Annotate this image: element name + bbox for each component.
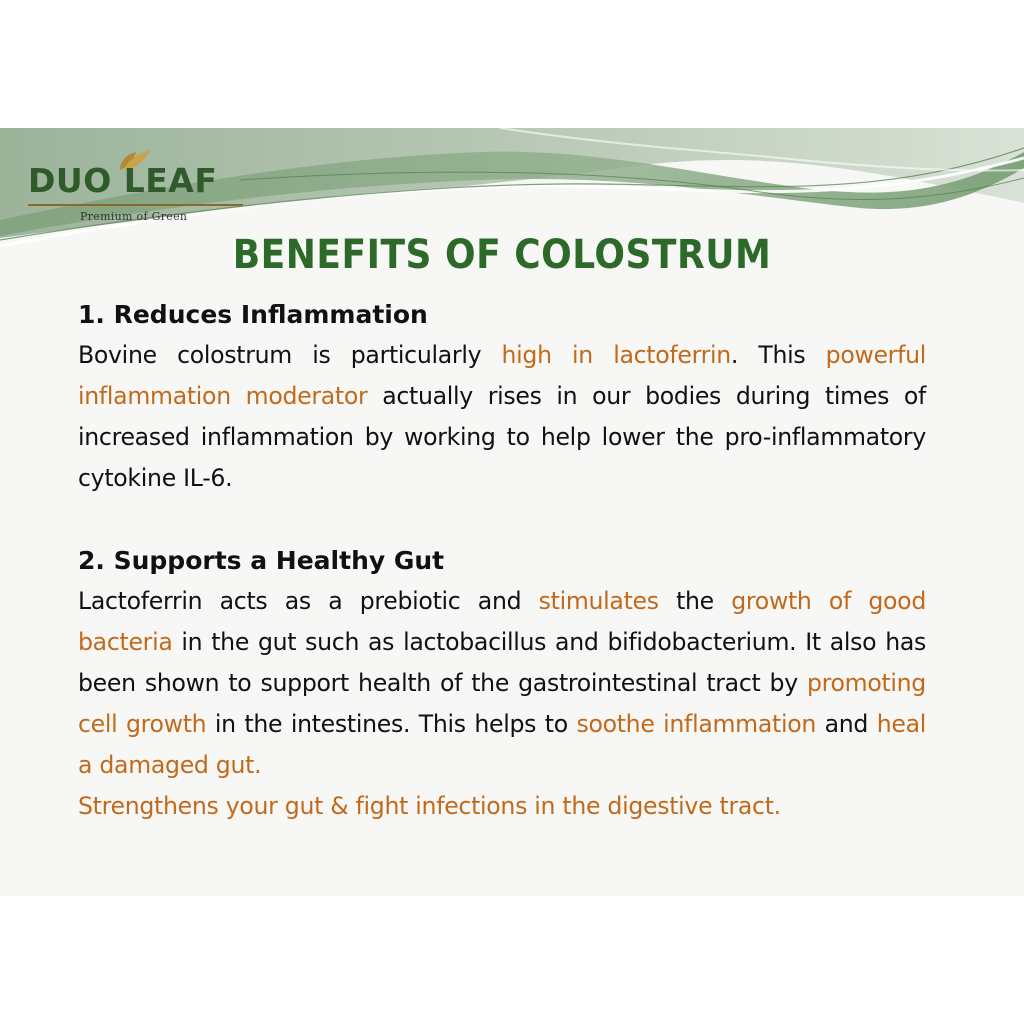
section-body-gut	[78, 581, 926, 786]
brand-tagline: Premium of Green	[80, 210, 188, 223]
text-segment: . This	[730, 341, 826, 369]
text-segment: actually rises in our bodies during times of increased inflammation by working to help lower the pro-inflammatory cytokine IL-6.	[78, 382, 926, 492]
slide	[0, 128, 1024, 896]
highlight-segment: growth of good bacteria	[78, 587, 926, 656]
highlight-segment: high in lactoferrin	[501, 341, 731, 369]
text-segment: and	[816, 710, 877, 738]
logo-underline	[28, 204, 243, 206]
text-segment: Lactoferrin acts as a prebiotic and	[78, 587, 539, 615]
brand-logo	[28, 148, 248, 228]
text-segment: in the gut such as lactobacillus and bifidobacterium. It also has been shown to support health of the gastrointestinal tract by	[78, 628, 926, 697]
section-heading-gut: 2. Supports a Healthy Gut	[78, 546, 445, 575]
highlight-segment: soothe inflammation	[576, 710, 816, 738]
closing-statement: Strengthens your gut & fight infections in the digestive tract.	[78, 792, 781, 820]
section-heading-inflammation: 1. Reduces Inflammation	[78, 300, 428, 329]
text-segment: Bovine colostrum is particularly	[78, 341, 502, 369]
highlight-segment: stimulates	[538, 587, 659, 615]
highlight-segment: heal a damaged gut.	[78, 710, 926, 779]
highlight-segment: promoting cell growth	[78, 669, 926, 738]
highlight-segment: powerful inflammation moderator	[78, 341, 926, 410]
text-segment: in the intestines. This helps to	[206, 710, 577, 738]
text-segment: the	[658, 587, 732, 615]
page-title: BENEFITS OF COLOSTRUM	[232, 232, 772, 278]
brand-name: DUO LEAF	[28, 161, 218, 200]
content	[78, 294, 926, 827]
section-body-inflammation	[78, 335, 926, 499]
